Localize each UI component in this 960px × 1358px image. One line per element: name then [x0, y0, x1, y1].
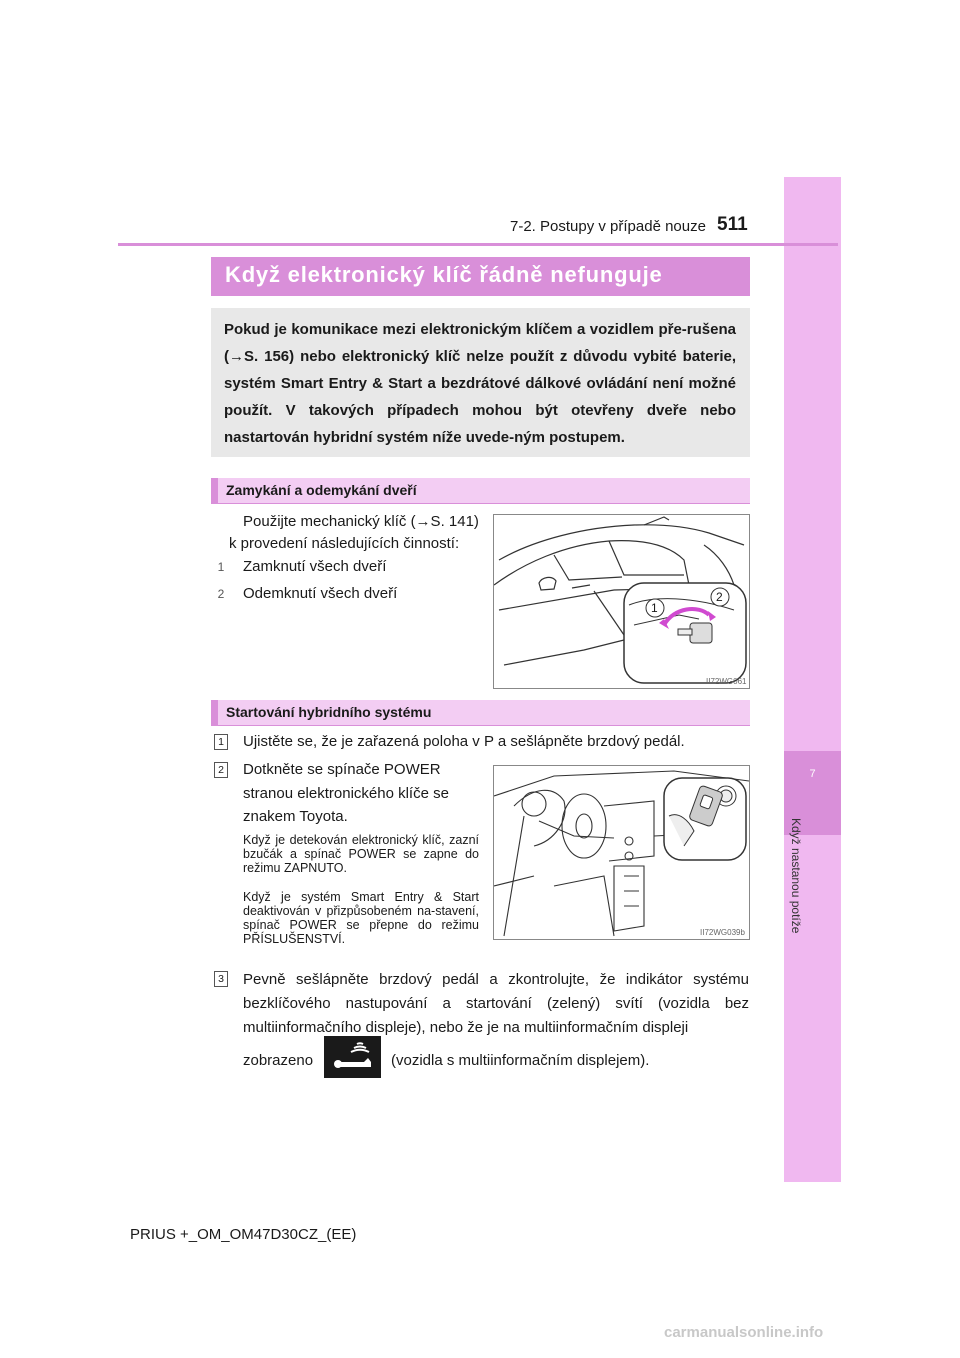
key-symbol-icon	[324, 1036, 381, 1078]
locking-heading: Zamykání a odemykání dveří	[226, 482, 417, 498]
switch-detail-callout	[664, 778, 746, 860]
chapter-title: Když nastanou potíže	[789, 818, 803, 934]
figure-code: II72WG039b	[700, 928, 745, 937]
locking-instruction-1: Použijte mechanický klíč (→S. 141)	[243, 513, 479, 530]
door-detail-callout	[624, 583, 746, 683]
step-2-line1: Dotkněte se spínače POWER	[243, 761, 441, 778]
document-code: PRIUS +_OM_OM47D30CZ_(EE)	[130, 1226, 357, 1243]
list-item: Odemknutí všech dveří	[243, 585, 398, 602]
step-3-text-before-icon: zobrazeno	[243, 1052, 314, 1069]
power-switch-figure	[493, 765, 750, 940]
starting-heading-bar	[211, 700, 750, 726]
watermark: carmanualsonline.info	[664, 1324, 824, 1341]
step-2-line3: znakem Toyota.	[243, 808, 348, 825]
step-2-note-1: Když je detekován elektronický klíč, zazní bzučák a spínač POWER se zapne do režimu ZAPNUTO.	[243, 833, 479, 875]
heading-accent	[211, 478, 218, 503]
callout-2: 2	[716, 590, 723, 604]
step-3-text-after-icon: (vozidla s multiinformačním displejem).	[391, 1052, 650, 1069]
step-number: 2	[214, 762, 228, 778]
page-number: 511	[717, 214, 748, 235]
starting-heading: Startování hybridního systému	[226, 704, 432, 720]
step-number: 1	[214, 734, 228, 750]
figure-code: II72WG061	[706, 677, 747, 686]
car-door-illustration	[494, 515, 749, 688]
door-key-figure	[493, 514, 750, 689]
callout-1: 1	[651, 601, 658, 615]
key-indicator-icon	[324, 1036, 381, 1078]
intro-text: Pokud je komunikace mezi elektronickým klíčem a vozidlem pře-rušena (→S. 156) nebo elektronický klíč nelze použít z důvodu vybité baterie, systém Smart Entry & Start a bezdrátové dálkové ovládání není možné použít. V takových případech mohou být otevřeny dveře nebo nastartován hybridní systém níže uvede-ným postupem.	[224, 321, 736, 446]
step-2-note-2: Když je systém Smart Entry & Start deaktivován v přizpůsobeném na-stavení, spínač POWER se přepne do režimu PŘÍSLUŠENSTVÍ.	[243, 890, 479, 946]
chapter-number: 7	[809, 768, 816, 780]
item-number: 2	[217, 587, 225, 601]
step-1-text: Ujistěte se, že je zařazená poloha v P a sešlápněte brzdový pedál.	[243, 733, 685, 750]
list-item: Zamknutí všech dveří	[243, 558, 387, 575]
step-2-line2: stranou elektronického klíče se	[243, 785, 449, 802]
driver-illustration	[494, 766, 749, 939]
page-title: Když elektronický klíč řádně nefunguje	[225, 262, 663, 287]
heading-accent	[211, 700, 218, 725]
locking-instruction-2: k provedení následujících činností:	[229, 535, 460, 552]
chapter-tab	[784, 177, 841, 1182]
section-title: 7-2. Postupy v případě nouze	[510, 218, 706, 235]
header-rule	[118, 243, 838, 246]
step-number: 3	[214, 971, 228, 987]
step-3-text: Pevně sešlápněte brzdový pedál a zkontrolujte, že indikátor systému bezklíčového nastupování a startování (zelený) svítí (vozidla bez multiinformačního displeje), nebo že je na multiinformačním displeji	[243, 971, 749, 1036]
item-number: 1	[217, 560, 225, 574]
locking-heading-bar	[211, 478, 750, 504]
